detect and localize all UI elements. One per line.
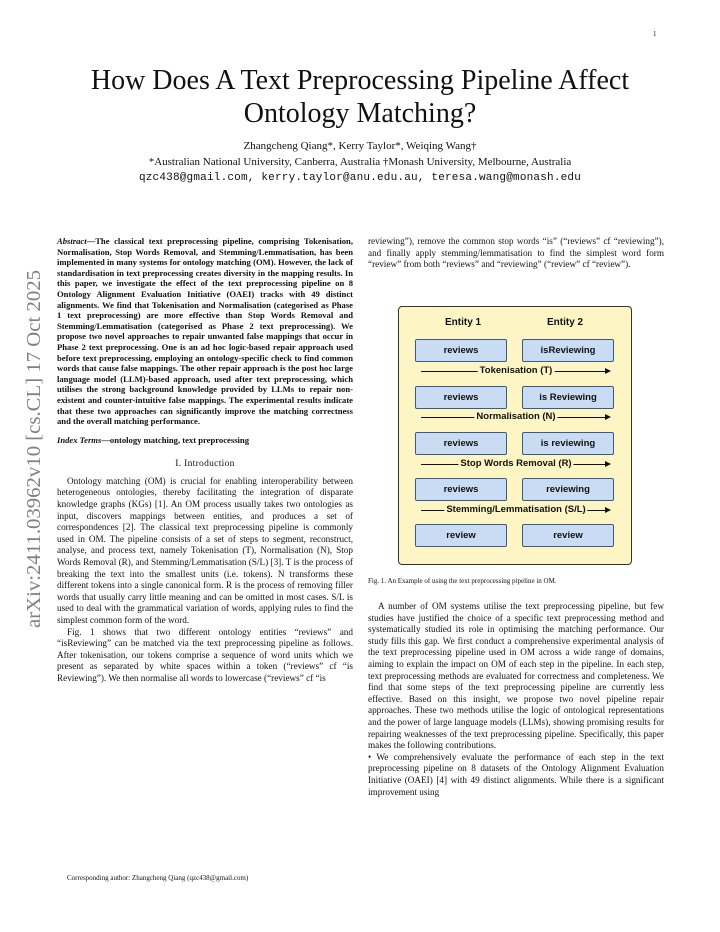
pipeline-arrow	[421, 411, 611, 423]
entity1-box: reviews	[415, 432, 507, 455]
arxiv-stamp-text: arXiv:2411.03962v10 [cs.CL] 17 Oct 2025	[24, 291, 45, 628]
body-paragraph: A number of OM systems utilise the text preprocessing pipeline, but few studies have justified the choice of a specific text preprocessing method and systematically studied its role in optimising the matching performance. Our study fills this gap. We first conduct a comprehensive experimental analysis of the text preprocessing pipeline used in OM across a wide range of domains, aiming to explain the impact on OM of each step in the pipeline. In each step, text preprocessing methods are evaluated for correctness and completeness. We find that some steps of the text preprocessing pipeline are currently less effective. Based on this insight, we propose two novel pipeline repair approaches. These two methods utilise the logic of ontological representations and the power of large language models (LLMs), showing promising results for repairing weaknesses of the text preprocessing pipeline. Specifically, this paper makes the following contributions.	[368, 601, 664, 751]
paper-title: How Does A Text Preprocessing Pipeline Affect Ontology Matching?	[90, 65, 630, 129]
arrow-label: Normalisation (N)	[476, 411, 556, 422]
entity2-box: reviewing	[522, 478, 614, 501]
right-column-body	[368, 601, 664, 798]
entity1-header: Entity 1	[445, 317, 482, 328]
author-emails: qzc438@gmail.com, kerry.taylor@anu.edu.au, teresa.wang@monash.edu	[138, 172, 582, 184]
entity1-box: review	[415, 524, 507, 547]
arrow-label: Stop Words Removal (R)	[460, 458, 572, 469]
index-terms-text: —ontology matching, text preprocessing	[101, 434, 250, 445]
footnote: Corresponding author: Zhangcheng Qiang (qzc438@gmail.com)	[67, 874, 249, 882]
entity2-box: isReviewing	[522, 339, 614, 362]
pipeline-arrow	[421, 504, 611, 516]
section-heading: I. Introduction	[175, 459, 235, 470]
arxiv-stamp	[22, 268, 46, 628]
entity2-box: is reviewing	[522, 432, 614, 455]
page-number: 1	[653, 30, 657, 38]
figure-caption: Fig. 1. An Example of using the text preprocessing pipeline in OM.	[368, 577, 557, 585]
arrow-label: Stemming/Lemmatisation (S/L)	[446, 504, 586, 515]
intro-paragraph: Ontology matching (OM) is crucial for enabling interoperability between heterogeneous ontologies, thereby facilitating the integration of disparate knowledge graphs (KGs) [1]. An OM process usually takes two ontologies as input, discovers mappings between entities, and produces a set of correspondences [2]. The classical text preprocessing pipeline is commonly used in OM. The pipeline consists of a set of steps to segment, reconstruct, analyse, and process text, namely Tokenisation (T), Normalisation (N), Stop Words Removal (R), and Stemming/Lemmatisation (S/L) [3]. T is the process of breaking the text into the smallest units (i.e. tokens). N transforms these different tokens into a single canonical form. R is the process of removing filler words that usually carry little meaning and can be omitted in most cases. S/L is used to deal with the grammatical variation of words, applying rules to find the simplest common form of the word.	[57, 475, 353, 625]
entity2-box: review	[522, 524, 614, 547]
affiliations: *Australian National University, Canberra, Australia †Monash University, Melbourne, Australia	[148, 156, 572, 168]
right-column-top	[368, 236, 664, 271]
entity1-box: reviews	[415, 478, 507, 501]
figure-pipeline	[398, 306, 632, 565]
entity2-header: Entity 2	[547, 317, 584, 328]
left-column	[57, 236, 353, 685]
arrow-label: Tokenisation (T)	[479, 365, 553, 376]
pipeline-arrow	[421, 365, 611, 377]
entity1-box: reviews	[415, 339, 507, 362]
contribution-bullet: • We comprehensively evaluate the performance of each step in the text preprocessing pipeline on 8 datasets of the Ontology Alignment Evaluation Initiative (OAEI) [4] with 49 distinct alignments. While there is a significant improvement using	[368, 751, 664, 797]
entity1-box: reviews	[415, 386, 507, 409]
index-terms	[57, 435, 353, 446]
abstract-text: —The classical text preprocessing pipeline, comprising Tokenisation, Normalisation, Stop Words Removal, and Stemming/Lemmatisation, has been implemented in many systems for ontology matching (OM). However, the lack of standardisation in text preprocessing creates diversity in the mapping results. In this paper, we investigate the effect of the text preprocessing pipeline on 8 Ontology Alignment Evaluation Initiative (OAEI) tracks with 49 distinct alignments. We find that Tokenisation and Normalisation (categorised as Phase 1 text preprocessing) are more effective than Stop Words Removal and Stemming/Lemmatisation (categorised as Phase 2 text preprocessing). We propose two novel approaches to repair unwanted false mappings that occur in Phase 2 text preprocessing. One is an ad hoc logic-based repair approach used before text preprocessing, employing an ontology-specific check to find common words that cause false mappings. The other repair approach is the post hoc large language model (LLM)-based approach, used after text preprocessing, which utilises the strong background knowledge provided by LLMs to repair non-existent and counter-intuitive false mappings. The experimental results indicate that these two approaches can significantly improve the matching correctness and the overall matching performance.	[57, 236, 353, 427]
intro-paragraph: Fig. 1 shows that two different ontology entities “reviews” and “isReviewing” can be matched via the text preprocessing pipeline as follows. After tokenisation, our tokens comprise a sequence of word units which we present as separated by white spaces within a token (“reviews” cf “is Reviewing”). We then normalise all words to lowercase (“reviews” cf “is	[57, 626, 353, 683]
abstract	[57, 236, 353, 427]
abstract-label: Abstract	[57, 236, 87, 246]
author-list: Zhangcheng Qiang*, Kerry Taylor*, Weiqing Wang†	[243, 140, 477, 152]
entity2-box: is Reviewing	[522, 386, 614, 409]
pipeline-arrow	[421, 458, 611, 470]
continued-paragraph: reviewing”), remove the common stop words “is” (“reviews” cf “reviewing”), and finally apply stemming/lemmatisation to find the simplest word form “review” from both “reviews” and “reviewing” (“review” cf “review”).	[368, 236, 664, 270]
index-terms-label: Index Terms	[57, 434, 102, 445]
